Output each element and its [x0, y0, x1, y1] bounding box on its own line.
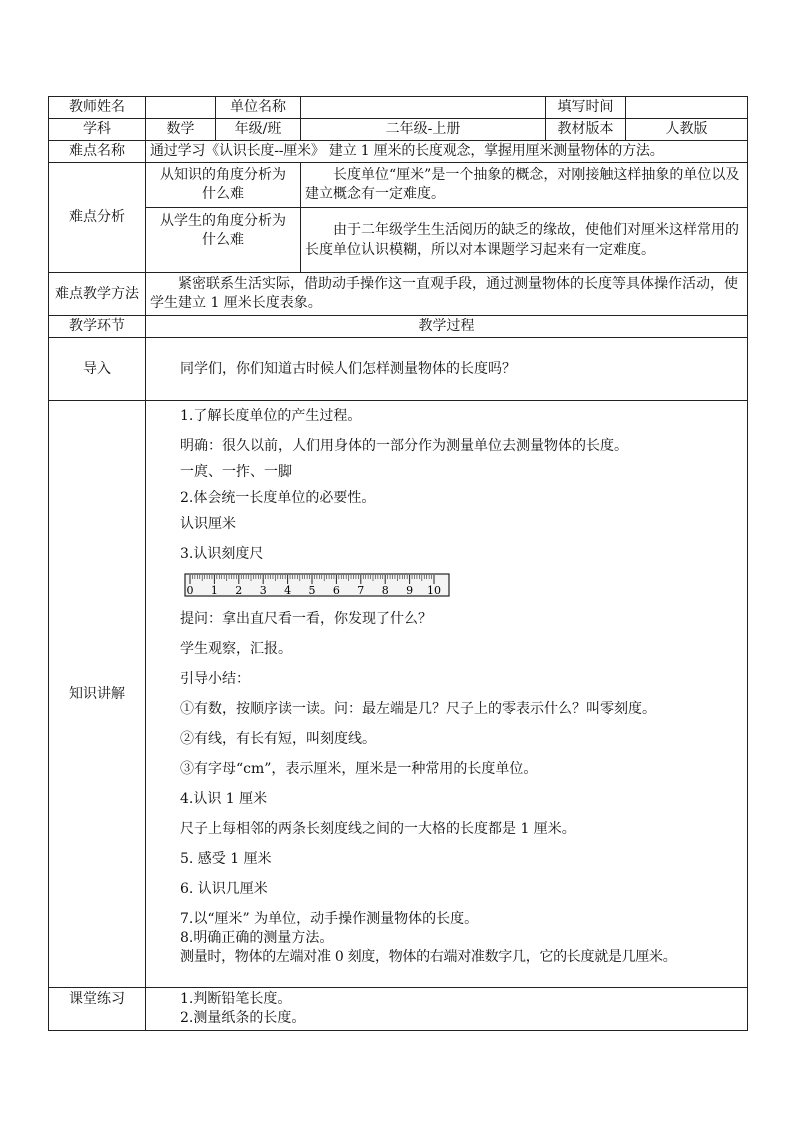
content-line: 2.体会统一长度单位的必要性。 — [180, 490, 376, 506]
content-line: 8.明确正确的测量方法。 — [180, 930, 334, 946]
grade-label: 年级/班 — [216, 119, 301, 141]
student-angle-text: 由于二年级学生生活阅历的缺乏的缘故，使他们对厘米这样常用的长度单位认识模糊，所以对本课题学习起来有一定难度。 — [301, 208, 748, 273]
grade-value: 二年级-上册 — [301, 119, 546, 141]
practice-line: 2.测量纸条的长度。 — [180, 1010, 306, 1026]
knowledge-explanation-label: 知识讲解 — [49, 401, 146, 988]
content-line: 尺子上每相邻的两条长刻度线之间的一大格的长度都是 1 厘米。 — [180, 821, 576, 837]
subject-value: 数学 — [146, 119, 216, 141]
teaching-method-label: 难点教学方法 — [49, 273, 146, 316]
teaching-process-header: 教学过程 — [146, 316, 748, 338]
unit-name-label: 单位名称 — [216, 97, 301, 119]
teaching-method-text: 紧密联系生活实际，借助动手操作这一直观手段，通过测量物体的长度等具体操作活动，使学生建立 1 厘米长度表象。 — [146, 273, 748, 316]
student-angle-label: 从学生的角度分析为什么难 — [146, 208, 301, 273]
knowledge-explanation-content — [146, 401, 748, 988]
content-line: 引导小结： — [180, 671, 250, 687]
ruler-number: 0 — [186, 584, 194, 597]
centimeter-ruler — [184, 572, 454, 600]
teacher-name-value[interactable] — [146, 97, 216, 119]
lesson-plan-table — [48, 96, 748, 1031]
intro-text: 同学们，你们知道古时候人们怎样测量物体的长度吗？ — [146, 338, 748, 401]
content-line: 7.以“厘米” 为单位，动手操作测量物体的长度。 — [180, 911, 479, 927]
ruler-number: 6 — [332, 584, 340, 597]
ruler-number: 1 — [210, 584, 218, 597]
difficulty-analysis-label: 难点分析 — [49, 163, 146, 273]
ruler-number: 2 — [235, 584, 243, 597]
ruler-number: 10 — [427, 584, 441, 597]
unit-name-value[interactable] — [301, 97, 546, 119]
difficulty-name-text: 通过学习《认识长度--厘米》 建立 1 厘米的长度观念，掌握用厘米测量物体的方法。 — [146, 141, 748, 163]
teaching-stage-header: 教学环节 — [49, 316, 146, 338]
content-line: 1.了解长度单位的产生过程。 — [180, 408, 362, 424]
fill-date-label: 填写时间 — [546, 97, 626, 119]
classroom-practice-content — [146, 988, 748, 1031]
subject-label: 学科 — [49, 119, 146, 141]
content-line: 4.认识 1 厘米 — [180, 791, 268, 807]
content-line: ②有线，有长有短，叫刻度线。 — [180, 731, 376, 747]
ruler-number: 8 — [381, 584, 389, 597]
difficulty-name-label: 难点名称 — [49, 141, 146, 163]
edition-label: 教材版本 — [546, 119, 626, 141]
edition-value: 人教版 — [626, 119, 748, 141]
knowledge-angle-label: 从知识的角度分析为什么难 — [146, 163, 301, 208]
content-line: ①有数，按顺序读一读。问：最左端是几？尺子上的零表示什么？叫零刻度。 — [180, 701, 656, 717]
classroom-practice-label: 课堂练习 — [49, 988, 146, 1031]
content-line: 3.认识刻度尺 — [180, 546, 264, 562]
intro-label: 导入 — [49, 338, 146, 401]
content-line: 一庹、一拃、一脚 — [180, 464, 292, 480]
teacher-name-label: 教师姓名 — [49, 97, 146, 119]
knowledge-angle-text: 长度单位“厘米”是一个抽象的概念，对刚接触这样抽象的单位以及建立概念有一定难度。 — [301, 163, 748, 208]
content-line: 测量时，物体的左端对准 0 刻度，物体的右端对准数字几，它的长度就是几厘米。 — [180, 949, 677, 965]
content-line: 提问：拿出直尺看一看，你发现了什么？ — [180, 611, 432, 627]
content-line: 5. 感受 1 厘米 — [180, 851, 272, 867]
lesson-plan-page — [48, 96, 747, 1031]
ruler-number: 4 — [284, 584, 292, 597]
content-line: 认识厘米 — [180, 516, 236, 532]
ruler-figure — [150, 564, 743, 610]
ruler-number: 7 — [357, 584, 365, 597]
fill-date-value[interactable] — [626, 97, 748, 119]
content-line: 明确：很久以前，人们用身体的一部分作为测量单位去测量物体的长度。 — [180, 438, 628, 454]
ruler-number: 5 — [308, 584, 316, 597]
practice-line: 1.判断铅笔长度。 — [180, 991, 292, 1007]
content-line: ③有字母“cm”，表示厘米，厘米是一种常用的长度单位。 — [180, 761, 538, 777]
ruler-number: 3 — [259, 584, 267, 597]
content-line: 6. 认识几厘米 — [180, 881, 268, 897]
content-line: 学生观察，汇报。 — [180, 641, 292, 657]
ruler-number: 9 — [406, 584, 414, 597]
